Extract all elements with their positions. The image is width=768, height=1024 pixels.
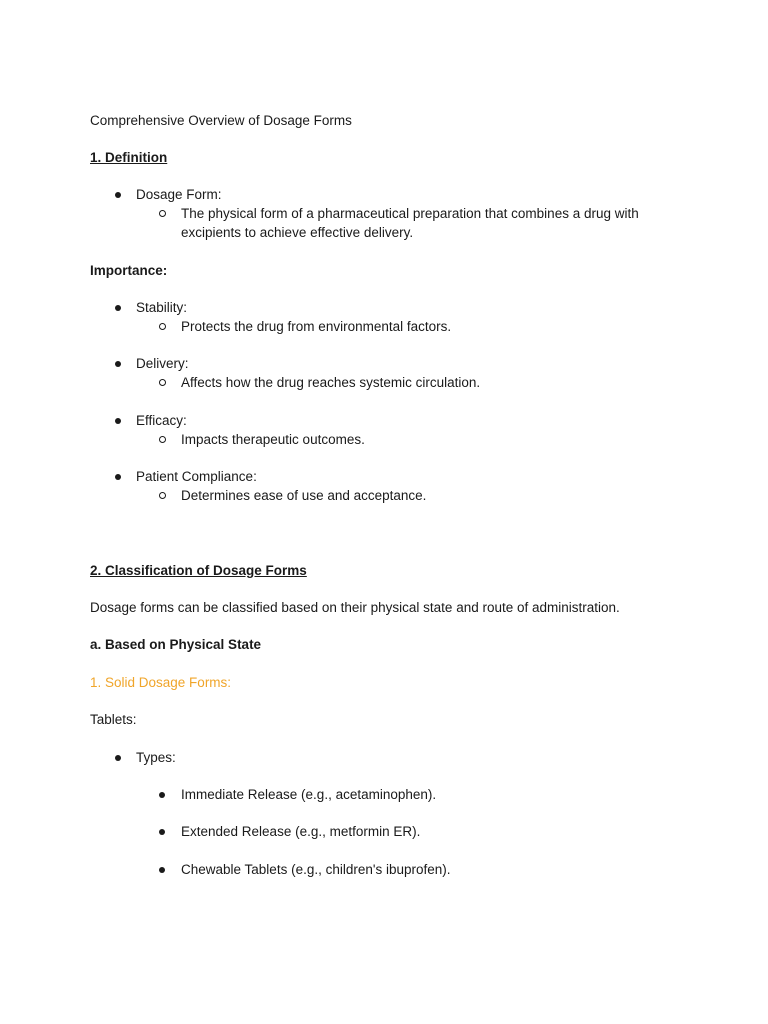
bullet-dot-icon (115, 361, 121, 367)
bullet-dot-icon (159, 829, 165, 835)
dosage-form-description-line1: The physical form of a pharmaceutical preparation that combines a drug with (181, 206, 639, 221)
tablet-type-item: Immediate Release (e.g., acetaminophen). (181, 787, 437, 802)
importance-item-label: Delivery: (136, 356, 189, 371)
solid-dosage-forms-heading: 1. Solid Dosage Forms: (90, 675, 232, 690)
section-heading-definition: 1. Definition (90, 150, 168, 165)
importance-item-detail: Determines ease of use and acceptance. (181, 488, 427, 503)
tablet-type-item: Chewable Tablets (e.g., children's ibuprofen). (181, 862, 451, 877)
bullet-dot-icon (115, 418, 121, 424)
sub-bullet-circle-icon (159, 210, 166, 217)
bullet-dot-icon (159, 792, 165, 798)
importance-item-label: Patient Compliance: (136, 469, 257, 484)
bullet-dot-icon (115, 192, 121, 198)
bullet-dot-icon (115, 474, 121, 480)
sub-bullet-circle-icon (159, 323, 166, 330)
tablets-label: Tablets: (90, 712, 137, 727)
tablet-type-item: Extended Release (e.g., metformin ER). (181, 824, 421, 839)
sub-bullet-circle-icon (159, 492, 166, 499)
importance-item-detail: Affects how the drug reaches systemic circulation. (181, 375, 481, 390)
bullet-dot-icon (115, 305, 121, 311)
section-heading-classification: 2. Classification of Dosage Forms (90, 563, 307, 578)
types-label: Types: (136, 750, 176, 765)
sub-bullet-circle-icon (159, 379, 166, 386)
document-title: Comprehensive Overview of Dosage Forms (90, 113, 352, 128)
importance-item-detail: Impacts therapeutic outcomes. (181, 432, 365, 447)
dosage-form-description-line2: excipients to achieve effective delivery. (181, 225, 414, 240)
importance-item-label: Efficacy: (136, 413, 187, 428)
classification-intro: Dosage forms can be classified based on their physical state and route of administration. (90, 600, 620, 615)
importance-heading: Importance: (90, 263, 168, 278)
importance-item-detail: Protects the drug from environmental factors. (181, 319, 452, 334)
subheading-physical-state: a. Based on Physical State (90, 637, 262, 652)
sub-bullet-circle-icon (159, 436, 166, 443)
importance-item-label: Stability: (136, 300, 188, 315)
bullet-dot-icon (159, 867, 165, 873)
dosage-form-label: Dosage Form: (136, 187, 222, 202)
bullet-dot-icon (115, 755, 121, 761)
